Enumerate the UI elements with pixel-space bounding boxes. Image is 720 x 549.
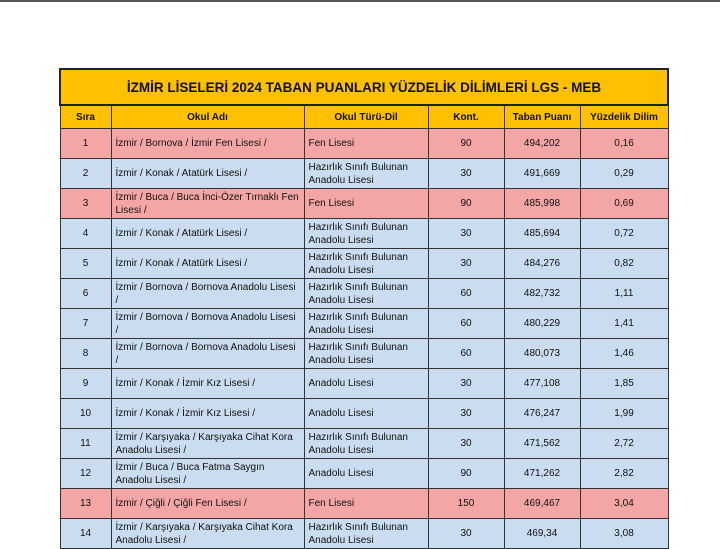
column-header-score: Taban Puanı xyxy=(504,105,580,129)
cell-school: İzmir / Buca / Buca İnci-Özer Tırnaklı Fen Lisesi / xyxy=(111,189,304,219)
cell-quota: 30 xyxy=(428,519,504,549)
cell-rank: 10 xyxy=(60,399,111,429)
table-title: İZMİR LİSELERİ 2024 TABAN PUANLARI YÜZDELİK DİLİMLERİ LGS - MEB xyxy=(60,69,668,105)
cell-type: Hazırlık Sınıfı Bulunan Anadolu Lisesi xyxy=(304,249,428,279)
cell-score: 480,073 xyxy=(504,339,580,369)
table-row xyxy=(60,339,668,369)
table-row xyxy=(60,429,668,459)
cell-type: Hazırlık Sınıfı Bulunan Anadolu Lisesi xyxy=(304,219,428,249)
cell-rank: 2 xyxy=(60,159,111,189)
cell-type: Fen Lisesi xyxy=(304,189,428,219)
cell-percentile: 2,82 xyxy=(580,459,668,489)
cell-score: 485,998 xyxy=(504,189,580,219)
table-row xyxy=(60,249,668,279)
cell-score: 471,262 xyxy=(504,459,580,489)
cell-school: İzmir / Konak / Atatürk Lisesi / xyxy=(111,219,304,249)
table-row xyxy=(60,279,668,309)
cell-rank: 1 xyxy=(60,129,111,159)
table-row xyxy=(60,309,668,339)
cell-type: Anadolu Lisesi xyxy=(304,399,428,429)
cell-quota: 90 xyxy=(428,129,504,159)
cell-school: İzmir / Bornova / Bornova Anadolu Lisesi / xyxy=(111,279,304,309)
cell-type: Anadolu Lisesi xyxy=(304,459,428,489)
cell-rank: 7 xyxy=(60,309,111,339)
cell-score: 471,562 xyxy=(504,429,580,459)
cell-score: 482,732 xyxy=(504,279,580,309)
cell-school: İzmir / Konak / Atatürk Lisesi / xyxy=(111,249,304,279)
cell-quota: 60 xyxy=(428,309,504,339)
cell-school: İzmir / Buca / Buca Fatma Saygın Anadolu Lisesi / xyxy=(111,459,304,489)
table-row xyxy=(60,219,668,249)
cell-school: İzmir / Çiğli / Çiğli Fen Lisesi / xyxy=(111,489,304,519)
cell-score: 484,276 xyxy=(504,249,580,279)
column-header-percentile: Yüzdelik Dilim xyxy=(580,105,668,129)
cell-school: İzmir / Bornova / Bornova Anadolu Lisesi / xyxy=(111,309,304,339)
cell-score: 469,467 xyxy=(504,489,580,519)
cell-type: Hazırlık Sınıfı Bulunan Anadolu Lisesi xyxy=(304,279,428,309)
table-header-row xyxy=(60,105,668,129)
cell-rank: 4 xyxy=(60,219,111,249)
cell-percentile: 1,99 xyxy=(580,399,668,429)
cell-school: İzmir / Konak / Atatürk Lisesi / xyxy=(111,159,304,189)
cell-quota: 60 xyxy=(428,339,504,369)
cell-percentile: 1,46 xyxy=(580,339,668,369)
cell-percentile: 0,82 xyxy=(580,249,668,279)
table-row xyxy=(60,189,668,219)
cell-score: 480,229 xyxy=(504,309,580,339)
cell-score: 485,694 xyxy=(504,219,580,249)
cell-school: İzmir / Karşıyaka / Karşıyaka Cihat Kora Anadolu Lisesi / xyxy=(111,429,304,459)
cell-quota: 150 xyxy=(428,489,504,519)
table-row xyxy=(60,519,668,549)
cell-percentile: 0,69 xyxy=(580,189,668,219)
cell-type: Fen Lisesi xyxy=(304,489,428,519)
cell-percentile: 3,04 xyxy=(580,489,668,519)
table-row xyxy=(60,159,668,189)
cell-school: İzmir / Bornova / Bornova Anadolu Lisesi / xyxy=(111,339,304,369)
cell-quota: 30 xyxy=(428,399,504,429)
cell-quota: 30 xyxy=(428,249,504,279)
cell-school: İzmir / Konak / İzmir Kız Lisesi / xyxy=(111,369,304,399)
cell-score: 477,108 xyxy=(504,369,580,399)
cell-rank: 14 xyxy=(60,519,111,549)
cell-rank: 12 xyxy=(60,459,111,489)
cell-quota: 90 xyxy=(428,189,504,219)
table-row xyxy=(60,459,668,489)
cell-type: Anadolu Lisesi xyxy=(304,369,428,399)
cell-type: Hazırlık Sınıfı Bulunan Anadolu Lisesi xyxy=(304,309,428,339)
cell-type: Hazırlık Sınıfı Bulunan Anadolu Lisesi xyxy=(304,339,428,369)
cell-rank: 9 xyxy=(60,369,111,399)
cell-type: Hazırlık Sınıfı Bulunan Anadolu Lisesi xyxy=(304,159,428,189)
column-header-rank: Sıra xyxy=(60,105,111,129)
cell-score: 469,34 xyxy=(504,519,580,549)
cell-type: Hazırlık Sınıfı Bulunan Anadolu Lisesi xyxy=(304,519,428,549)
top-border-line xyxy=(0,0,720,2)
cell-school: İzmir / Bornova / İzmir Fen Lisesi / xyxy=(111,129,304,159)
column-header-type: Okul Türü-Dil xyxy=(304,105,428,129)
cell-school: İzmir / Karşıyaka / Karşıyaka Cihat Kora Anadolu Lisesi / xyxy=(111,519,304,549)
column-header-quota: Kont. xyxy=(428,105,504,129)
table-row xyxy=(60,399,668,429)
cell-percentile: 0,29 xyxy=(580,159,668,189)
score-table xyxy=(59,68,669,549)
cell-percentile: 2,72 xyxy=(580,429,668,459)
cell-rank: 3 xyxy=(60,189,111,219)
cell-percentile: 0,72 xyxy=(580,219,668,249)
cell-percentile: 1,85 xyxy=(580,369,668,399)
cell-type: Hazırlık Sınıfı Bulunan Anadolu Lisesi xyxy=(304,429,428,459)
cell-percentile: 0,16 xyxy=(580,129,668,159)
table-title-row xyxy=(60,69,668,105)
table-row xyxy=(60,369,668,399)
cell-type: Fen Lisesi xyxy=(304,129,428,159)
cell-percentile: 1,11 xyxy=(580,279,668,309)
cell-quota: 30 xyxy=(428,219,504,249)
cell-school: İzmir / Konak / İzmir Kız Lisesi / xyxy=(111,399,304,429)
cell-quota: 30 xyxy=(428,429,504,459)
cell-quota: 60 xyxy=(428,279,504,309)
cell-quota: 30 xyxy=(428,159,504,189)
cell-quota: 30 xyxy=(428,369,504,399)
cell-rank: 8 xyxy=(60,339,111,369)
column-header-school: Okul Adı xyxy=(111,105,304,129)
cell-rank: 11 xyxy=(60,429,111,459)
table-row xyxy=(60,129,668,159)
cell-quota: 90 xyxy=(428,459,504,489)
cell-score: 476,247 xyxy=(504,399,580,429)
cell-rank: 6 xyxy=(60,279,111,309)
cell-score: 494,202 xyxy=(504,129,580,159)
cell-rank: 5 xyxy=(60,249,111,279)
cell-percentile: 3,08 xyxy=(580,519,668,549)
table-row xyxy=(60,489,668,519)
cell-score: 491,669 xyxy=(504,159,580,189)
cell-percentile: 1,41 xyxy=(580,309,668,339)
cell-rank: 13 xyxy=(60,489,111,519)
